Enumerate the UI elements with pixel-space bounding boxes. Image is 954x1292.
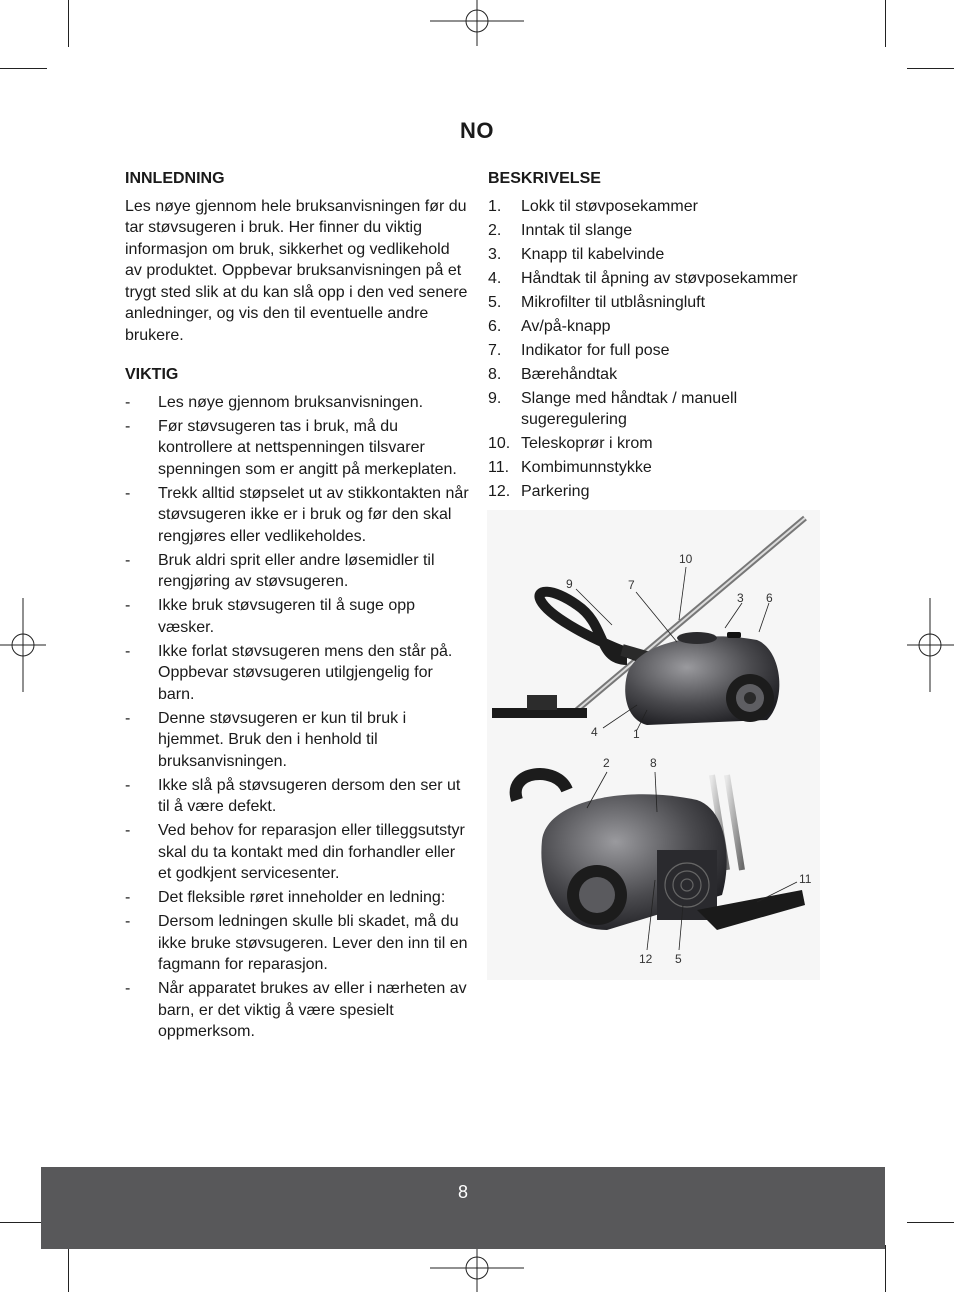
- intro-text: Les nøye gjennom hele bruksanvisningen før du tar støvsugeren i bruk. Her finner du viktig informasjon om bruk, sikkerhet og vedlikehold av produktet. Oppbevar bruksanvisningen på et trygt sted slik at du kan slå opp i den ved senere anledninger, og vis den til eventuelle andre brukere.: [125, 197, 468, 344]
- item-label: Indikator for full pose: [521, 341, 670, 359]
- dash-bullet: -: [125, 551, 131, 569]
- item-number: 3.: [488, 245, 502, 263]
- dash-bullet: -: [125, 913, 131, 930]
- list-item: [488, 340, 828, 362]
- list-item-text: Denne støvsugeren er kun til bruk i hjemmet. Bruk den i henhold til bruksanvisningen.: [158, 709, 407, 770]
- list-item: [488, 433, 828, 455]
- important-list: [125, 392, 470, 1043]
- crop-mark-bottom-left-h: [0, 1222, 47, 1223]
- item-label: Kombimunnstykke: [521, 459, 652, 476]
- callout-7: 7: [628, 578, 635, 592]
- crop-mark-top-left-h: [0, 68, 47, 69]
- list-item-text: Trekk alltid støpselet ut av stikkontakten når støvsugeren ikke er i bruk og før den skal rengjøres eller vedlikeholdes.: [158, 484, 469, 545]
- item-number: 1.: [488, 197, 502, 215]
- dash-bullet: -: [125, 980, 131, 997]
- description-heading: BESKRIVELSE: [488, 170, 601, 187]
- item-number: 5.: [488, 293, 502, 311]
- dash-bullet: -: [125, 484, 131, 502]
- item-label: Mikrofilter til utblåsningluft: [521, 293, 706, 311]
- list-item: [125, 820, 470, 885]
- right-column: [488, 168, 828, 505]
- item-label: Av/på-knapp: [521, 317, 611, 335]
- list-item: [125, 483, 470, 548]
- callout-12: 12: [639, 952, 653, 966]
- list-item: [125, 887, 470, 909]
- list-item: [488, 481, 828, 503]
- registration-mark-top: [430, 0, 524, 46]
- item-number: 12.: [488, 483, 511, 500]
- item-label: Inntak til slange: [521, 221, 633, 239]
- list-item: [125, 708, 470, 773]
- footer-bar: [41, 1167, 885, 1249]
- page-number: 8: [457, 1182, 468, 1202]
- list-item: [488, 220, 828, 242]
- list-item-text: Ikke slå på støvsugeren dersom den ser ut til å være defekt.: [158, 776, 461, 815]
- list-item: [125, 911, 470, 976]
- list-item-text: Ikke forlat støvsugeren mens den står på. Oppbevar støvsugeren utilgjengelig for barn.: [158, 642, 453, 703]
- crop-mark-top-right-v: [885, 0, 886, 47]
- item-label: Knapp til kabelvinde: [521, 245, 665, 263]
- crop-mark-bottom-left-v: [68, 1245, 69, 1292]
- list-item-text: Ved behov for reparasjon eller tilleggsutstyr skal du ta kontakt med din forhandler eller et godkjent servicesenter.: [158, 822, 465, 882]
- registration-mark-left: [0, 598, 46, 692]
- list-item: [488, 457, 828, 479]
- item-label: Håndtak til åpning av støvposekammer: [521, 269, 798, 287]
- callout-11: 11: [799, 872, 812, 886]
- callout-8: 8: [650, 756, 657, 770]
- item-number: 11.: [488, 459, 510, 476]
- item-number: 2.: [488, 221, 502, 239]
- list-item: [488, 316, 828, 338]
- list-item: [125, 775, 470, 818]
- list-item: [488, 364, 828, 386]
- item-number: 9.: [488, 389, 502, 407]
- callout-4: 4: [591, 725, 598, 739]
- dash-bullet: -: [125, 393, 131, 411]
- dash-bullet: -: [125, 417, 131, 435]
- registration-mark-bottom: [430, 1245, 524, 1292]
- list-item: [125, 595, 470, 638]
- list-item-text: Bruk aldri sprit eller andre løsemidler til rengjøring av støvsugeren.: [158, 551, 435, 590]
- dash-bullet: -: [125, 642, 131, 660]
- list-item-text: Les nøye gjennom bruksanvisningen.: [158, 393, 424, 411]
- item-number: 4.: [488, 269, 502, 287]
- dash-bullet: -: [125, 597, 131, 614]
- list-item-text: Før støvsugeren tas i bruk, må du kontrollere at nettspenningen tilsvarer spenningen som er angitt på merkeplaten.: [158, 417, 457, 478]
- list-item: [488, 196, 828, 218]
- left-column: [125, 168, 470, 1045]
- item-number: 6.: [488, 317, 502, 335]
- list-item-text: Dersom ledningen skulle bli skadet, må du ikke bruke støvsugeren. Lever den inn til en fagmann for reparasjon.: [158, 913, 468, 973]
- crop-mark-bottom-right-h: [907, 1222, 954, 1223]
- important-heading: VIKTIG: [125, 366, 179, 383]
- item-label: Lokk til støvposekammer: [521, 197, 698, 215]
- callout-1: 1: [633, 727, 640, 741]
- list-item-text: Det fleksible røret inneholder en ledning:: [158, 889, 446, 906]
- callout-6: 6: [766, 591, 773, 605]
- list-item: [125, 978, 470, 1043]
- language-heading: NO: [460, 118, 494, 143]
- dash-bullet: -: [125, 709, 131, 727]
- dash-bullet: -: [125, 822, 131, 839]
- item-label: Parkering: [521, 483, 590, 500]
- registration-mark-right: [907, 598, 954, 692]
- parts-list: [488, 196, 828, 503]
- item-number: 10.: [488, 435, 511, 452]
- list-item: [125, 550, 470, 593]
- item-number: 8.: [488, 365, 502, 383]
- list-item: [488, 268, 828, 290]
- item-number: 7.: [488, 341, 502, 359]
- intro-heading: INNLEDNING: [125, 170, 225, 187]
- vacuum-top-view: [492, 518, 805, 741]
- callout-3: 3: [737, 591, 744, 605]
- list-item: [125, 392, 470, 414]
- list-item-text: Når apparatet brukes av eller i nærheten av barn, er det viktig å være spesielt oppmerksom.: [158, 980, 467, 1040]
- vacuum-cleaner-illustration: [487, 510, 820, 980]
- list-item: [125, 416, 470, 481]
- callout-5: 5: [675, 952, 682, 966]
- callout-10: 10: [679, 552, 693, 566]
- dash-bullet: -: [125, 776, 131, 794]
- crop-mark-top-left-v: [68, 0, 69, 47]
- callout-9: 9: [566, 577, 573, 591]
- crop-mark-bottom-right-v: [885, 1245, 886, 1292]
- item-label: Slange med håndtak / manuell sugeregulering: [521, 389, 738, 428]
- item-label: Teleskoprør i krom: [521, 435, 653, 452]
- vacuum-bottom-view: [516, 756, 812, 966]
- list-item: [488, 292, 828, 314]
- list-item: [125, 641, 470, 706]
- item-label: Bærehåndtak: [521, 365, 618, 383]
- callout-2: 2: [603, 756, 610, 770]
- list-item-text: Ikke bruk støvsugeren til å suge opp væsker.: [158, 597, 416, 636]
- dash-bullet: -: [125, 889, 131, 906]
- list-item: [488, 244, 828, 266]
- list-item: [488, 388, 828, 431]
- crop-mark-top-right-h: [907, 68, 954, 69]
